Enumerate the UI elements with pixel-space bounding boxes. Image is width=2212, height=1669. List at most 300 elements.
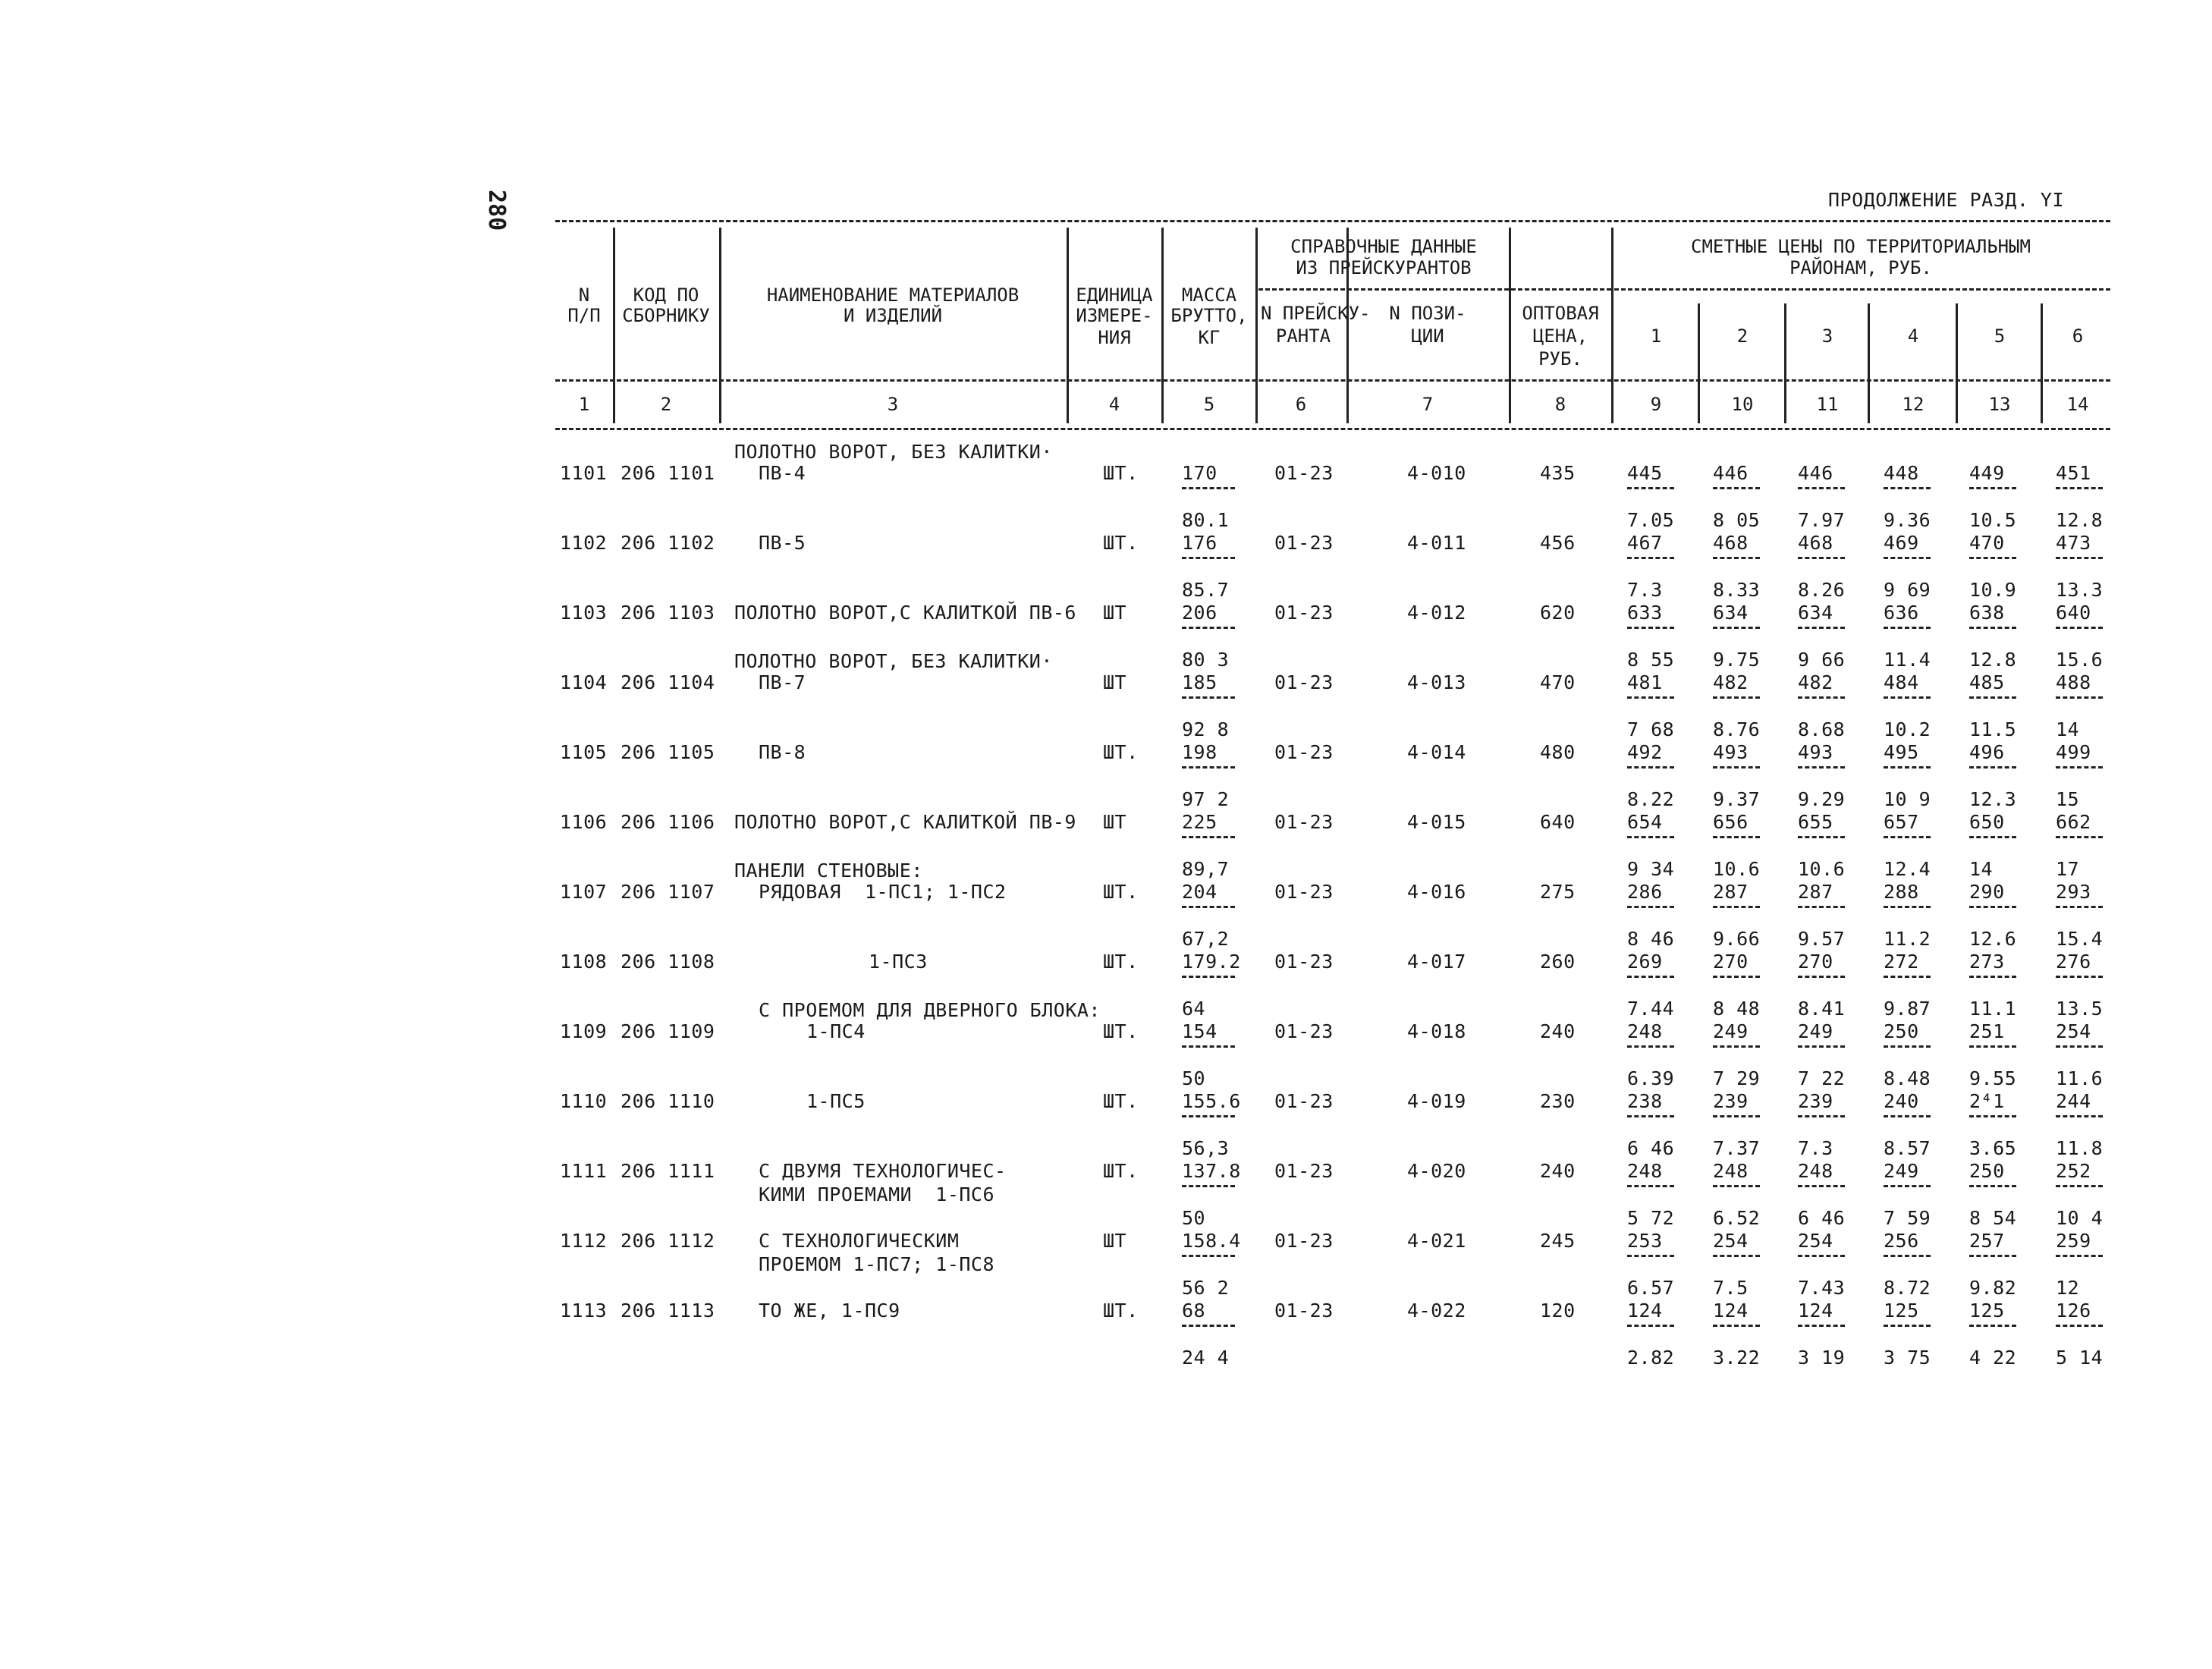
- item-name: 1-ПС5: [806, 1090, 866, 1112]
- header-name: И ИЗДЕЛИЙ: [843, 305, 943, 326]
- region-fraction-rule: [1969, 836, 2016, 838]
- region-fraction-rule: [1798, 627, 1845, 629]
- region-fraction-rule: [1627, 906, 1674, 908]
- item-wholesale-price: 275: [1540, 881, 1576, 903]
- region-price-addition: 3 19: [1798, 1347, 1846, 1369]
- item-position: 4-013: [1407, 671, 1466, 693]
- region-price-addition: 10.5: [1969, 509, 2017, 531]
- row-number: 1113: [560, 1300, 608, 1322]
- region-fraction-rule: [1884, 696, 1931, 699]
- row-number: 1106: [560, 811, 608, 833]
- region-price: 124: [1713, 1300, 1749, 1322]
- region-price: 468: [1713, 532, 1749, 554]
- region-price-addition: 15.4: [2056, 928, 2104, 950]
- region-price-addition: 11.4: [1884, 649, 1931, 671]
- region-price-addition: 14: [1969, 858, 1994, 880]
- region-fraction-rule: [1884, 1185, 1931, 1187]
- mass-fraction-rule: [1182, 1115, 1235, 1117]
- region-price-addition: 11.8: [2056, 1137, 2104, 1159]
- item-pricelist: 01-23: [1274, 741, 1334, 763]
- region-price-addition: 7.5: [1713, 1277, 1749, 1299]
- region-price-addition: 7 22: [1798, 1067, 1846, 1089]
- row-code: 206 1111: [621, 1160, 715, 1182]
- item-name: 1-ПС4: [806, 1020, 866, 1042]
- number-row-separator: [1255, 390, 1258, 423]
- region-price-addition: 9 66: [1798, 649, 1846, 671]
- item-unit: ШТ.: [1103, 1300, 1139, 1322]
- region-fraction-rule: [2056, 906, 2103, 908]
- column-number: 4: [1108, 394, 1120, 415]
- region-price-addition: 12.4: [1884, 858, 1931, 880]
- row-code: 206 1103: [621, 602, 715, 624]
- region-fraction-rule: [1884, 906, 1931, 908]
- region-fraction-rule: [1969, 1325, 2016, 1327]
- region-fraction-rule: [1713, 1045, 1760, 1048]
- region-price: 249: [1798, 1020, 1833, 1042]
- item-mass-per-unit: 80.1: [1182, 509, 1230, 531]
- mass-fraction-rule: [1182, 906, 1235, 908]
- region-price-addition: 8 54: [1969, 1207, 2017, 1229]
- item-mass: 206: [1182, 602, 1218, 624]
- region-fraction-rule: [1627, 1325, 1674, 1327]
- mass-fraction-rule: [1182, 557, 1235, 559]
- item-mass: 179.2: [1182, 951, 1241, 973]
- group-label: ПОЛОТНО ВОРОТ, БЕЗ КАЛИТКИ·: [734, 650, 1053, 672]
- region-price: 244: [2056, 1090, 2091, 1112]
- region-price-addition: 8 05: [1713, 509, 1761, 531]
- region-price: 488: [2056, 671, 2091, 693]
- header-unit: НИЯ: [1098, 327, 1131, 348]
- row-code: 206 1104: [621, 671, 715, 693]
- header-mid-rule: [555, 379, 2110, 382]
- region-price: 449: [1969, 462, 2005, 484]
- item-wholesale-price: 435: [1540, 462, 1576, 484]
- region-price: 492: [1627, 741, 1663, 763]
- region-fraction-rule: [2056, 836, 2103, 838]
- header-position: ЦИИ: [1411, 325, 1444, 347]
- region-price: 445: [1627, 462, 1663, 484]
- item-mass-per-unit: 92 8: [1182, 718, 1230, 740]
- region-price-addition: 8.26: [1798, 579, 1846, 601]
- number-row-separator: [1698, 390, 1700, 423]
- header-region-number: 2: [1736, 325, 1749, 347]
- item-unit: ШТ.: [1103, 881, 1139, 903]
- region-price: 254: [2056, 1020, 2091, 1042]
- item-unit: ШТ.: [1103, 1160, 1139, 1182]
- region-fraction-rule: [1713, 1255, 1760, 1257]
- region-price-addition: 7.3: [1627, 579, 1663, 601]
- region-price: 469: [1884, 532, 1919, 554]
- region-price: 276: [2056, 951, 2091, 973]
- item-mass: 155.6: [1182, 1090, 1241, 1112]
- item-position: 4-021: [1407, 1230, 1466, 1252]
- item-mass-per-unit: 56 2: [1182, 1277, 1230, 1299]
- region-price: 290: [1969, 881, 2005, 903]
- region-price: 655: [1798, 811, 1833, 833]
- region-fraction-rule: [1884, 1255, 1931, 1257]
- region-fraction-rule: [1798, 976, 1845, 978]
- region-fraction-rule: [1969, 1045, 2016, 1048]
- header-code: КОД ПО: [633, 284, 699, 306]
- region-fraction-rule: [1627, 1185, 1674, 1187]
- item-position: 4-020: [1407, 1160, 1466, 1182]
- row-number: 1112: [560, 1230, 608, 1252]
- item-name: ПВ-4: [759, 462, 806, 484]
- region-price: 634: [1713, 602, 1749, 624]
- region-fraction-rule: [1969, 1185, 2016, 1187]
- region-fraction-rule: [2056, 1325, 2103, 1327]
- item-position: 4-016: [1407, 881, 1466, 903]
- item-name: ПРОЕМОМ 1-ПС7; 1-ПС8: [759, 1253, 995, 1275]
- region-price: 467: [1627, 532, 1663, 554]
- region-price-addition: 10.9: [1969, 579, 2017, 601]
- column-number: 1: [578, 394, 590, 415]
- header-column-separator: [1611, 228, 1613, 416]
- region-fraction-rule: [2056, 557, 2103, 559]
- region-fraction-rule: [1798, 906, 1845, 908]
- region-price: 633: [1627, 602, 1663, 624]
- region-price: 124: [1627, 1300, 1663, 1322]
- item-position: 4-011: [1407, 532, 1466, 554]
- region-price: 248: [1627, 1160, 1663, 1182]
- item-position: 4-019: [1407, 1090, 1466, 1112]
- item-mass: 154: [1182, 1020, 1218, 1042]
- region-price-addition: 8.22: [1627, 788, 1675, 810]
- mass-fraction-rule: [1182, 696, 1235, 699]
- region-price-addition: 9 69: [1884, 579, 1931, 601]
- region-fraction-rule: [1713, 487, 1760, 489]
- item-mass: 68: [1182, 1300, 1206, 1322]
- region-fraction-rule: [1969, 487, 2016, 489]
- region-fraction-rule: [1713, 627, 1760, 629]
- row-code: 206 1112: [621, 1230, 715, 1252]
- mass-fraction-rule: [1182, 1185, 1235, 1187]
- item-pricelist: 01-23: [1274, 1230, 1334, 1252]
- region-price-addition: 10 4: [2056, 1207, 2104, 1229]
- region-fraction-rule: [1627, 696, 1674, 699]
- region-price: 270: [1713, 951, 1749, 973]
- column-number: 9: [1650, 394, 1662, 415]
- region-price: 125: [1884, 1300, 1919, 1322]
- row-code: 206 1106: [621, 811, 715, 833]
- region-fraction-rule: [1713, 836, 1760, 838]
- region-price: 257: [1969, 1230, 2005, 1252]
- region-price: 238: [1627, 1090, 1663, 1112]
- region-price-addition: 10 9: [1884, 788, 1931, 810]
- region-price-addition: 9.75: [1713, 649, 1761, 671]
- region-price-addition: 3.22: [1713, 1347, 1761, 1369]
- header-name: НАИМЕНОВАНИЕ МАТЕРИАЛОВ: [766, 284, 1020, 306]
- item-unit: ШТ.: [1103, 1020, 1139, 1042]
- region-price: 481: [1627, 671, 1663, 693]
- header-top-rule: [555, 220, 2110, 222]
- region-price-addition: 7.05: [1627, 509, 1675, 531]
- region-price-addition: 9 34: [1627, 858, 1675, 880]
- region-price-addition: 6.57: [1627, 1277, 1675, 1299]
- row-code: 206 1105: [621, 741, 715, 763]
- column-number: 13: [1988, 394, 2011, 415]
- region-fraction-rule: [1798, 1185, 1845, 1187]
- region-price: 451: [2056, 462, 2091, 484]
- header-unit: ИЗМЕРЕ-: [1076, 305, 1153, 326]
- region-price: 270: [1798, 951, 1833, 973]
- region-fraction-rule: [1798, 1115, 1845, 1117]
- region-price: 468: [1798, 532, 1833, 554]
- region-fraction-rule: [1713, 557, 1760, 559]
- row-number: 1101: [560, 462, 608, 484]
- region-price: 493: [1713, 741, 1749, 763]
- item-pricelist: 01-23: [1274, 602, 1334, 624]
- region-price: 636: [1884, 602, 1919, 624]
- region-price-addition: 8 46: [1627, 928, 1675, 950]
- item-unit: ШТ.: [1103, 532, 1139, 554]
- header-region-number: 4: [1907, 325, 1919, 347]
- header-code: СБОРНИКУ: [622, 305, 710, 326]
- region-price: 251: [1969, 1020, 2005, 1042]
- row-code: 206 1101: [621, 462, 715, 484]
- item-position: 4-014: [1407, 741, 1466, 763]
- mass-fraction-rule: [1182, 766, 1235, 768]
- region-price-addition: 7.44: [1627, 998, 1675, 1020]
- region-fraction-rule: [1884, 1045, 1931, 1048]
- region-price-addition: 10.6: [1798, 858, 1846, 880]
- item-wholesale-price: 480: [1540, 741, 1576, 763]
- region-fraction-rule: [2056, 1045, 2103, 1048]
- region-price-addition: 7 29: [1713, 1067, 1761, 1089]
- region-price: 259: [2056, 1230, 2091, 1252]
- item-pricelist: 01-23: [1274, 532, 1334, 554]
- item-name: КИМИ ПРОЕМАМИ 1-ПС6: [759, 1183, 995, 1205]
- region-price-addition: 9.87: [1884, 998, 1931, 1020]
- region-fraction-rule: [2056, 766, 2103, 768]
- region-price: 273: [1969, 951, 2005, 973]
- region-fraction-rule: [1713, 696, 1760, 699]
- item-unit: ШТ: [1103, 671, 1127, 693]
- region-price-addition: 8.57: [1884, 1137, 1931, 1159]
- number-row-separator: [1346, 390, 1349, 423]
- region-price: 634: [1798, 602, 1833, 624]
- region-price-addition: 8 48: [1713, 998, 1761, 1020]
- region-price-addition: 12.3: [1969, 788, 2017, 810]
- region-fraction-rule: [2056, 1115, 2103, 1117]
- region-price: 446: [1798, 462, 1833, 484]
- header-estimate-rule: [1614, 288, 2110, 291]
- region-fraction-rule: [2056, 487, 2103, 489]
- row-number: 1102: [560, 532, 608, 554]
- item-mass: 204: [1182, 881, 1218, 903]
- region-fraction-rule: [1969, 1115, 2016, 1117]
- region-price: 654: [1627, 811, 1663, 833]
- region-price-addition: 4 22: [1969, 1347, 2017, 1369]
- region-price-addition: 3 75: [1884, 1347, 1931, 1369]
- region-price: 269: [1627, 951, 1663, 973]
- region-price: 248: [1798, 1160, 1833, 1182]
- region-price-addition: 11.2: [1884, 928, 1931, 950]
- row-number: 1107: [560, 881, 608, 903]
- item-position: 4-010: [1407, 462, 1466, 484]
- header-estimate: СМЕТНЫЕ ЦЕНЫ ПО ТЕРРИТОРИАЛЬНЫМ: [1691, 236, 2031, 257]
- mass-fraction-rule: [1182, 487, 1235, 489]
- header-n: N: [578, 284, 590, 306]
- region-price-addition: 9.29: [1798, 788, 1846, 810]
- region-price-addition: 17: [2056, 858, 2080, 880]
- item-pricelist: 01-23: [1274, 1300, 1334, 1322]
- region-price-addition: 6 46: [1627, 1137, 1675, 1159]
- region-price: 240: [1884, 1090, 1919, 1112]
- item-wholesale-price: 260: [1540, 951, 1576, 973]
- item-unit: ШТ.: [1103, 951, 1139, 973]
- region-price-addition: 9.36: [1884, 509, 1931, 531]
- item-mass-per-unit: 85.7: [1182, 579, 1230, 601]
- region-price: 248: [1713, 1160, 1749, 1182]
- region-fraction-rule: [1627, 557, 1674, 559]
- item-pricelist: 01-23: [1274, 881, 1334, 903]
- region-fraction-rule: [1627, 976, 1674, 978]
- item-pricelist: 01-23: [1274, 1020, 1334, 1042]
- item-position: 4-017: [1407, 951, 1466, 973]
- region-fraction-rule: [1798, 696, 1845, 699]
- header-region-number: 5: [1994, 325, 2006, 347]
- region-price: 473: [2056, 532, 2091, 554]
- region-price: 448: [1884, 462, 1919, 484]
- item-name: ПОЛОТНО ВОРОТ,С КАЛИТКОЙ ПВ-9: [734, 811, 1076, 833]
- region-price-addition: 3.65: [1969, 1137, 2017, 1159]
- item-name: 1-ПС3: [869, 951, 928, 973]
- item-name: РЯДОВАЯ 1-ПС1; 1-ПС2: [759, 881, 1007, 903]
- region-price-addition: 8.41: [1798, 998, 1846, 1020]
- header-column-separator: [719, 228, 721, 416]
- item-wholesale-price: 245: [1540, 1230, 1576, 1252]
- item-name: ПВ-8: [759, 741, 806, 763]
- header-column-separator: [613, 228, 615, 416]
- column-number: 14: [2066, 394, 2089, 415]
- region-price-addition: 10.2: [1884, 718, 1931, 740]
- region-price-addition: 8.72: [1884, 1277, 1931, 1299]
- header-region-number: 6: [2072, 325, 2084, 347]
- region-price-addition: 15.6: [2056, 649, 2104, 671]
- item-mass: 176: [1182, 532, 1218, 554]
- column-number: 3: [887, 394, 899, 415]
- region-price-addition: 7 59: [1884, 1207, 1931, 1229]
- region-fraction-rule: [1884, 1115, 1931, 1117]
- region-fraction-rule: [1969, 696, 2016, 699]
- region-price: 286: [1627, 881, 1663, 903]
- row-code: 206 1108: [621, 951, 715, 973]
- region-price-addition: 9.66: [1713, 928, 1761, 950]
- header-pricelist: N ПРЕЙСКУ-: [1261, 303, 1371, 324]
- header-unit: ЕДИНИЦА: [1076, 284, 1153, 306]
- region-price: 495: [1884, 741, 1919, 763]
- continuation-label: ПРОДОЛЖЕНИЕ РАЗД. YI: [1828, 189, 2065, 211]
- region-fraction-rule: [1969, 627, 2016, 629]
- region-fraction-rule: [2056, 1255, 2103, 1257]
- region-fraction-rule: [1798, 1325, 1845, 1327]
- region-price: 293: [2056, 881, 2091, 903]
- header-estimate: РАЙОНАМ, РУБ.: [1789, 257, 1932, 278]
- region-price-addition: 13.3: [2056, 579, 2104, 601]
- header-ref: СПРАВОЧНЫЕ ДАННЫЕ: [1290, 236, 1477, 257]
- region-price: 496: [1969, 741, 2005, 763]
- region-price-addition: 8 55: [1627, 649, 1675, 671]
- item-wholesale-price: 230: [1540, 1090, 1576, 1112]
- region-price-addition: 5 72: [1627, 1207, 1675, 1229]
- region-price: 253: [1627, 1230, 1663, 1252]
- region-price-addition: 12.6: [1969, 928, 2017, 950]
- region-fraction-rule: [1884, 766, 1931, 768]
- region-fraction-rule: [1884, 1325, 1931, 1327]
- item-mass: 225: [1182, 811, 1218, 833]
- item-name: ПОЛОТНО ВОРОТ,С КАЛИТКОЙ ПВ-6: [734, 602, 1076, 624]
- item-mass: 170: [1182, 462, 1218, 484]
- region-fraction-rule: [2056, 976, 2103, 978]
- item-name: ПВ-7: [759, 671, 806, 693]
- region-price: 484: [1884, 671, 1919, 693]
- item-wholesale-price: 240: [1540, 1020, 1576, 1042]
- group-label: ПАНЕЛИ СТЕНОВЫЕ:: [734, 860, 923, 882]
- item-pricelist: 01-23: [1274, 462, 1334, 484]
- row-code: 206 1110: [621, 1090, 715, 1112]
- number-row-separator: [719, 390, 721, 423]
- region-price: 254: [1713, 1230, 1749, 1252]
- column-number: 7: [1422, 394, 1434, 415]
- region-price-addition: 8.33: [1713, 579, 1761, 601]
- region-price-addition: 15: [2056, 788, 2080, 810]
- group-label: С ПРОЕМОМ ДЛЯ ДВЕРНОГО БЛОКА:: [759, 999, 1101, 1021]
- mass-fraction-rule: [1182, 1325, 1235, 1327]
- header-position: N ПОЗИ-: [1389, 303, 1466, 324]
- header-n: П/П: [567, 305, 601, 326]
- region-price: 250: [1969, 1160, 2005, 1182]
- region-fraction-rule: [1798, 836, 1845, 838]
- region-price-addition: 9.57: [1798, 928, 1846, 950]
- region-fraction-rule: [1713, 766, 1760, 768]
- region-price: 239: [1713, 1090, 1749, 1112]
- region-fraction-rule: [1627, 627, 1674, 629]
- region-fraction-rule: [1713, 906, 1760, 908]
- header-column-separator: [1509, 228, 1511, 416]
- column-number: 12: [1902, 394, 1925, 415]
- item-unit: ШТ: [1103, 811, 1127, 833]
- region-price-addition: 2.82: [1627, 1347, 1675, 1369]
- region-fraction-rule: [1884, 627, 1931, 629]
- item-wholesale-price: 470: [1540, 671, 1576, 693]
- region-price-addition: 9.82: [1969, 1277, 2017, 1299]
- region-price: 482: [1798, 671, 1833, 693]
- item-pricelist: 01-23: [1274, 811, 1334, 833]
- number-row-separator: [1161, 390, 1164, 423]
- number-row-separator: [613, 390, 615, 423]
- region-price-addition: 12.8: [2056, 509, 2104, 531]
- item-name: ТО ЖЕ, 1-ПС9: [759, 1300, 900, 1322]
- item-wholesale-price: 620: [1540, 602, 1576, 624]
- number-row-separator: [1509, 390, 1511, 423]
- item-name: ПВ-5: [759, 532, 806, 554]
- header-mass: БРУТТО,: [1170, 305, 1248, 326]
- mass-fraction-rule: [1182, 627, 1235, 629]
- region-fraction-rule: [1713, 1115, 1760, 1117]
- region-price-addition: 9.37: [1713, 788, 1761, 810]
- region-fraction-rule: [1798, 766, 1845, 768]
- region-fraction-rule: [1713, 1185, 1760, 1187]
- mass-fraction-rule: [1182, 836, 1235, 838]
- region-price-addition: 5 14: [2056, 1347, 2104, 1369]
- item-wholesale-price: 456: [1540, 532, 1576, 554]
- region-fraction-rule: [2056, 696, 2103, 699]
- column-number: 5: [1203, 394, 1215, 415]
- item-mass-per-unit: 67,2: [1182, 928, 1230, 950]
- header-column-separator: [1255, 228, 1258, 416]
- region-price: 249: [1713, 1020, 1749, 1042]
